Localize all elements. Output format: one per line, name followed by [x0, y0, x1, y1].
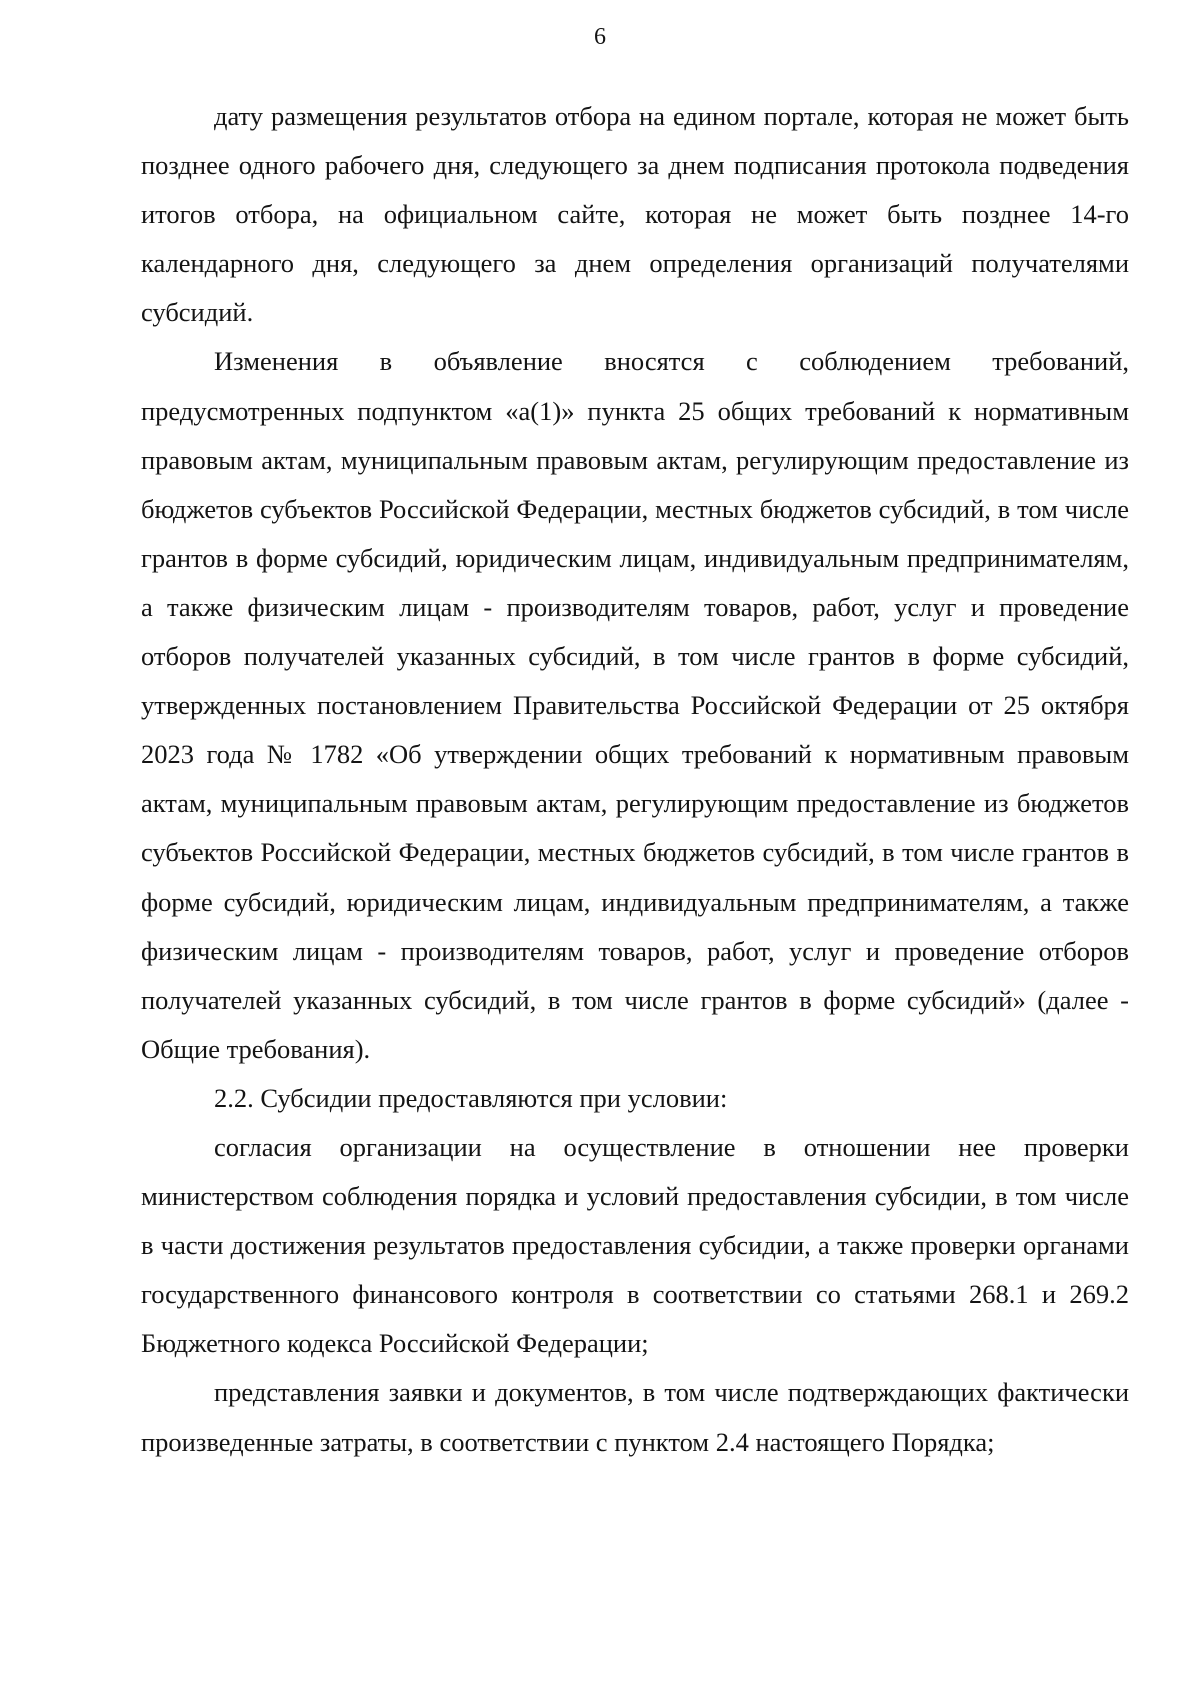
paragraph-announcement-changes: Изменения в объявление вносятся с соблюдением требований, предусмотренных подпунктом «а(1)» пункта 25 общих требований к нормативным правовым актам, муниципальным правовым актам, регулирующим предоставление из бюджетов субъектов Российской Федерации, местных бюджетов субсидий, в том числе грантов в форме субсидий, юридическим лицам, индивидуальным предпринимателям, а также физическим лицам - производителям товаров, работ, услуг и проведение отборов получателей указанных субсидий, в том числе грантов в форме субсидий, утвержденных постановлением Правительства Российской Федерации от 25 октября 2023 года № 1782 «Об утверждении общих требований к нормативным правовым актам, муниципальным правовым актам, регулирующим предоставление из бюджетов субъектов Российской Федерации, местных бюджетов субсидий, в том числе грантов в форме субсидий, юридическим лицам, индивидуальным предпринимателям, а также физическим лицам - производителям товаров, работ, услуг и проведение отборов получателей указанных субсидий, в том числе грантов в форме субсидий» (далее - Общие требования). [141, 346, 1129, 1064]
paragraph-application-condition: представления заявки и документов, в том числе подтверждающих фактически произведенные затраты, в соответствии с пунктом 2.4 настоящего Порядка; [141, 1377, 1129, 1457]
paragraph-consent-condition: согласия организации на осуществление в отношении нее проверки министерством соблюдения порядка и условий предоставления субсидии, в том числе в части достижения результатов предоставления субсидии, а также проверки органами государственного финансового контроля в соответствии со статьями 268.1 и 269.2 Бюджетного кодекса Российской Федерации; [141, 1131, 1129, 1359]
page-number: 6 [594, 24, 606, 50]
paragraph-subsidy-conditions-heading: 2.2. Субсидии предоставляются при условии: [214, 1082, 728, 1113]
paragraph-publication-date: дату размещения результатов отбора на едином портале, которая не может быть позднее одного рабочего дня, следующего за днем подписания протокола подведения итогов отбора, на официальном сайте, которая не может быть позднее 14-го календарного дня, следующего за днем определения организаций получателями субсидий. [141, 101, 1129, 328]
document-body [141, 92, 1129, 1467]
